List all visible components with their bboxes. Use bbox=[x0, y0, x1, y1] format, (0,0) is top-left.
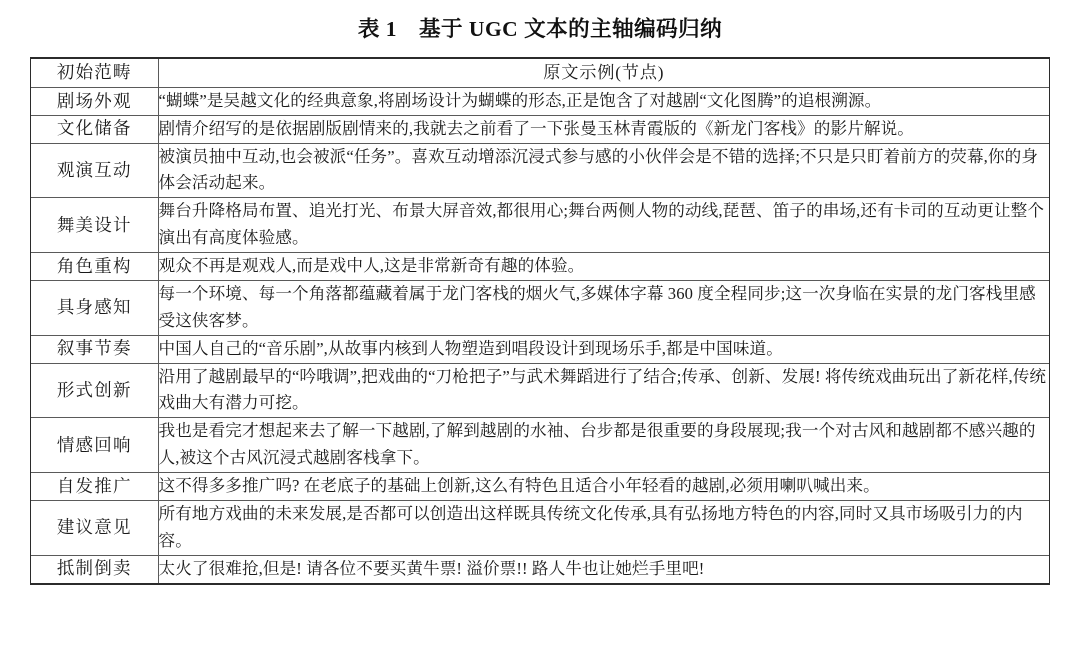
cell-example: 我也是看完才想起来去了解一下越剧,了解到越剧的水袖、台步都是很重要的身段展现;我一个对古风和越剧都不感兴趣的人,被这个古风沉浸式越剧客栈拿下。 bbox=[158, 418, 1049, 473]
cell-example: 剧情介绍写的是依据剧版剧情来的,我就去之前看了一下张曼玉林青霞版的《新龙门客栈》的影片解说。 bbox=[158, 115, 1049, 143]
table-body bbox=[31, 87, 1049, 582]
cell-category: 建议意见 bbox=[31, 500, 158, 555]
cell-category: 具身感知 bbox=[31, 280, 158, 335]
cell-example: 观众不再是观戏人,而是戏中人,这是非常新奇有趣的体验。 bbox=[158, 253, 1049, 281]
column-header-example: 原文示例(节点) bbox=[158, 59, 1049, 87]
table-row bbox=[31, 253, 1049, 281]
cell-example: 所有地方戏曲的未来发展,是否都可以创造出这样既具传统文化传承,具有弘扬地方特色的内容,同时又具市场吸引力的内容。 bbox=[158, 500, 1049, 555]
cell-category: 情感回响 bbox=[31, 418, 158, 473]
cell-category: 形式创新 bbox=[31, 363, 158, 418]
table-row bbox=[31, 418, 1049, 473]
cell-category: 自发推广 bbox=[31, 473, 158, 501]
table-row bbox=[31, 335, 1049, 363]
table-header-row bbox=[31, 59, 1049, 87]
table-row bbox=[31, 198, 1049, 253]
column-header-category: 初始范畴 bbox=[31, 59, 158, 87]
cell-example: 中国人自己的“音乐剧”,从故事内核到人物塑造到唱段设计到现场乐手,都是中国味道。 bbox=[158, 335, 1049, 363]
cell-category: 角色重构 bbox=[31, 253, 158, 281]
coding-table bbox=[31, 59, 1049, 583]
table-row bbox=[31, 280, 1049, 335]
table-row bbox=[31, 115, 1049, 143]
table-row bbox=[31, 500, 1049, 555]
cell-example: 这不得多多推广吗? 在老底子的基础上创新,这么有特色且适合小年轻看的越剧,必须用喇叭喊出来。 bbox=[158, 473, 1049, 501]
cell-category: 剧场外观 bbox=[31, 87, 158, 115]
cell-category: 文化储备 bbox=[31, 115, 158, 143]
cell-category: 叙事节奏 bbox=[31, 335, 158, 363]
table-row bbox=[31, 363, 1049, 418]
table-header bbox=[31, 59, 1049, 87]
cell-example: 沿用了越剧最早的“吟哦调”,把戏曲的“刀枪把子”与武术舞蹈进行了结合;传承、创新、发展! 将传统戏曲玩出了新花样,传统戏曲大有潜力可挖。 bbox=[158, 363, 1049, 418]
table-row bbox=[31, 555, 1049, 582]
coding-table-container bbox=[30, 57, 1050, 585]
cell-category: 抵制倒卖 bbox=[31, 555, 158, 582]
table-title: 表 1 基于 UGC 文本的主轴编码归纳 bbox=[357, 17, 723, 41]
table-row bbox=[31, 87, 1049, 115]
table-row bbox=[31, 473, 1049, 501]
cell-example: 舞台升降格局布置、追光打光、布景大屏音效,都很用心;舞台两侧人物的动线,琵琶、笛子的串场,还有卡司的互动更让整个演出有高度体验感。 bbox=[158, 198, 1049, 253]
cell-example: “蝴蝶”是吴越文化的经典意象,将剧场设计为蝴蝶的形态,正是饱含了对越剧“文化图腾”的追根溯源。 bbox=[158, 87, 1049, 115]
cell-example: 每一个环境、每一个角落都蕴藏着属于龙门客栈的烟火气,多媒体字幕 360 度全程同步;这一次身临在实景的龙门客栈里感受这侠客梦。 bbox=[158, 280, 1049, 335]
cell-category: 舞美设计 bbox=[31, 198, 158, 253]
cell-category: 观演互动 bbox=[31, 143, 158, 198]
table-row bbox=[31, 143, 1049, 198]
cell-example: 太火了很难抢,但是! 请各位不要买黄牛票! 溢价票!! 路人牛也让她烂手里吧! bbox=[158, 558, 705, 578]
cell-example: 被演员抽中互动,也会被派“任务”。喜欢互动增添沉浸式参与感的小伙伴会是不错的选择;不只是只盯着前方的荧幕,你的身体会活动起来。 bbox=[158, 143, 1049, 198]
